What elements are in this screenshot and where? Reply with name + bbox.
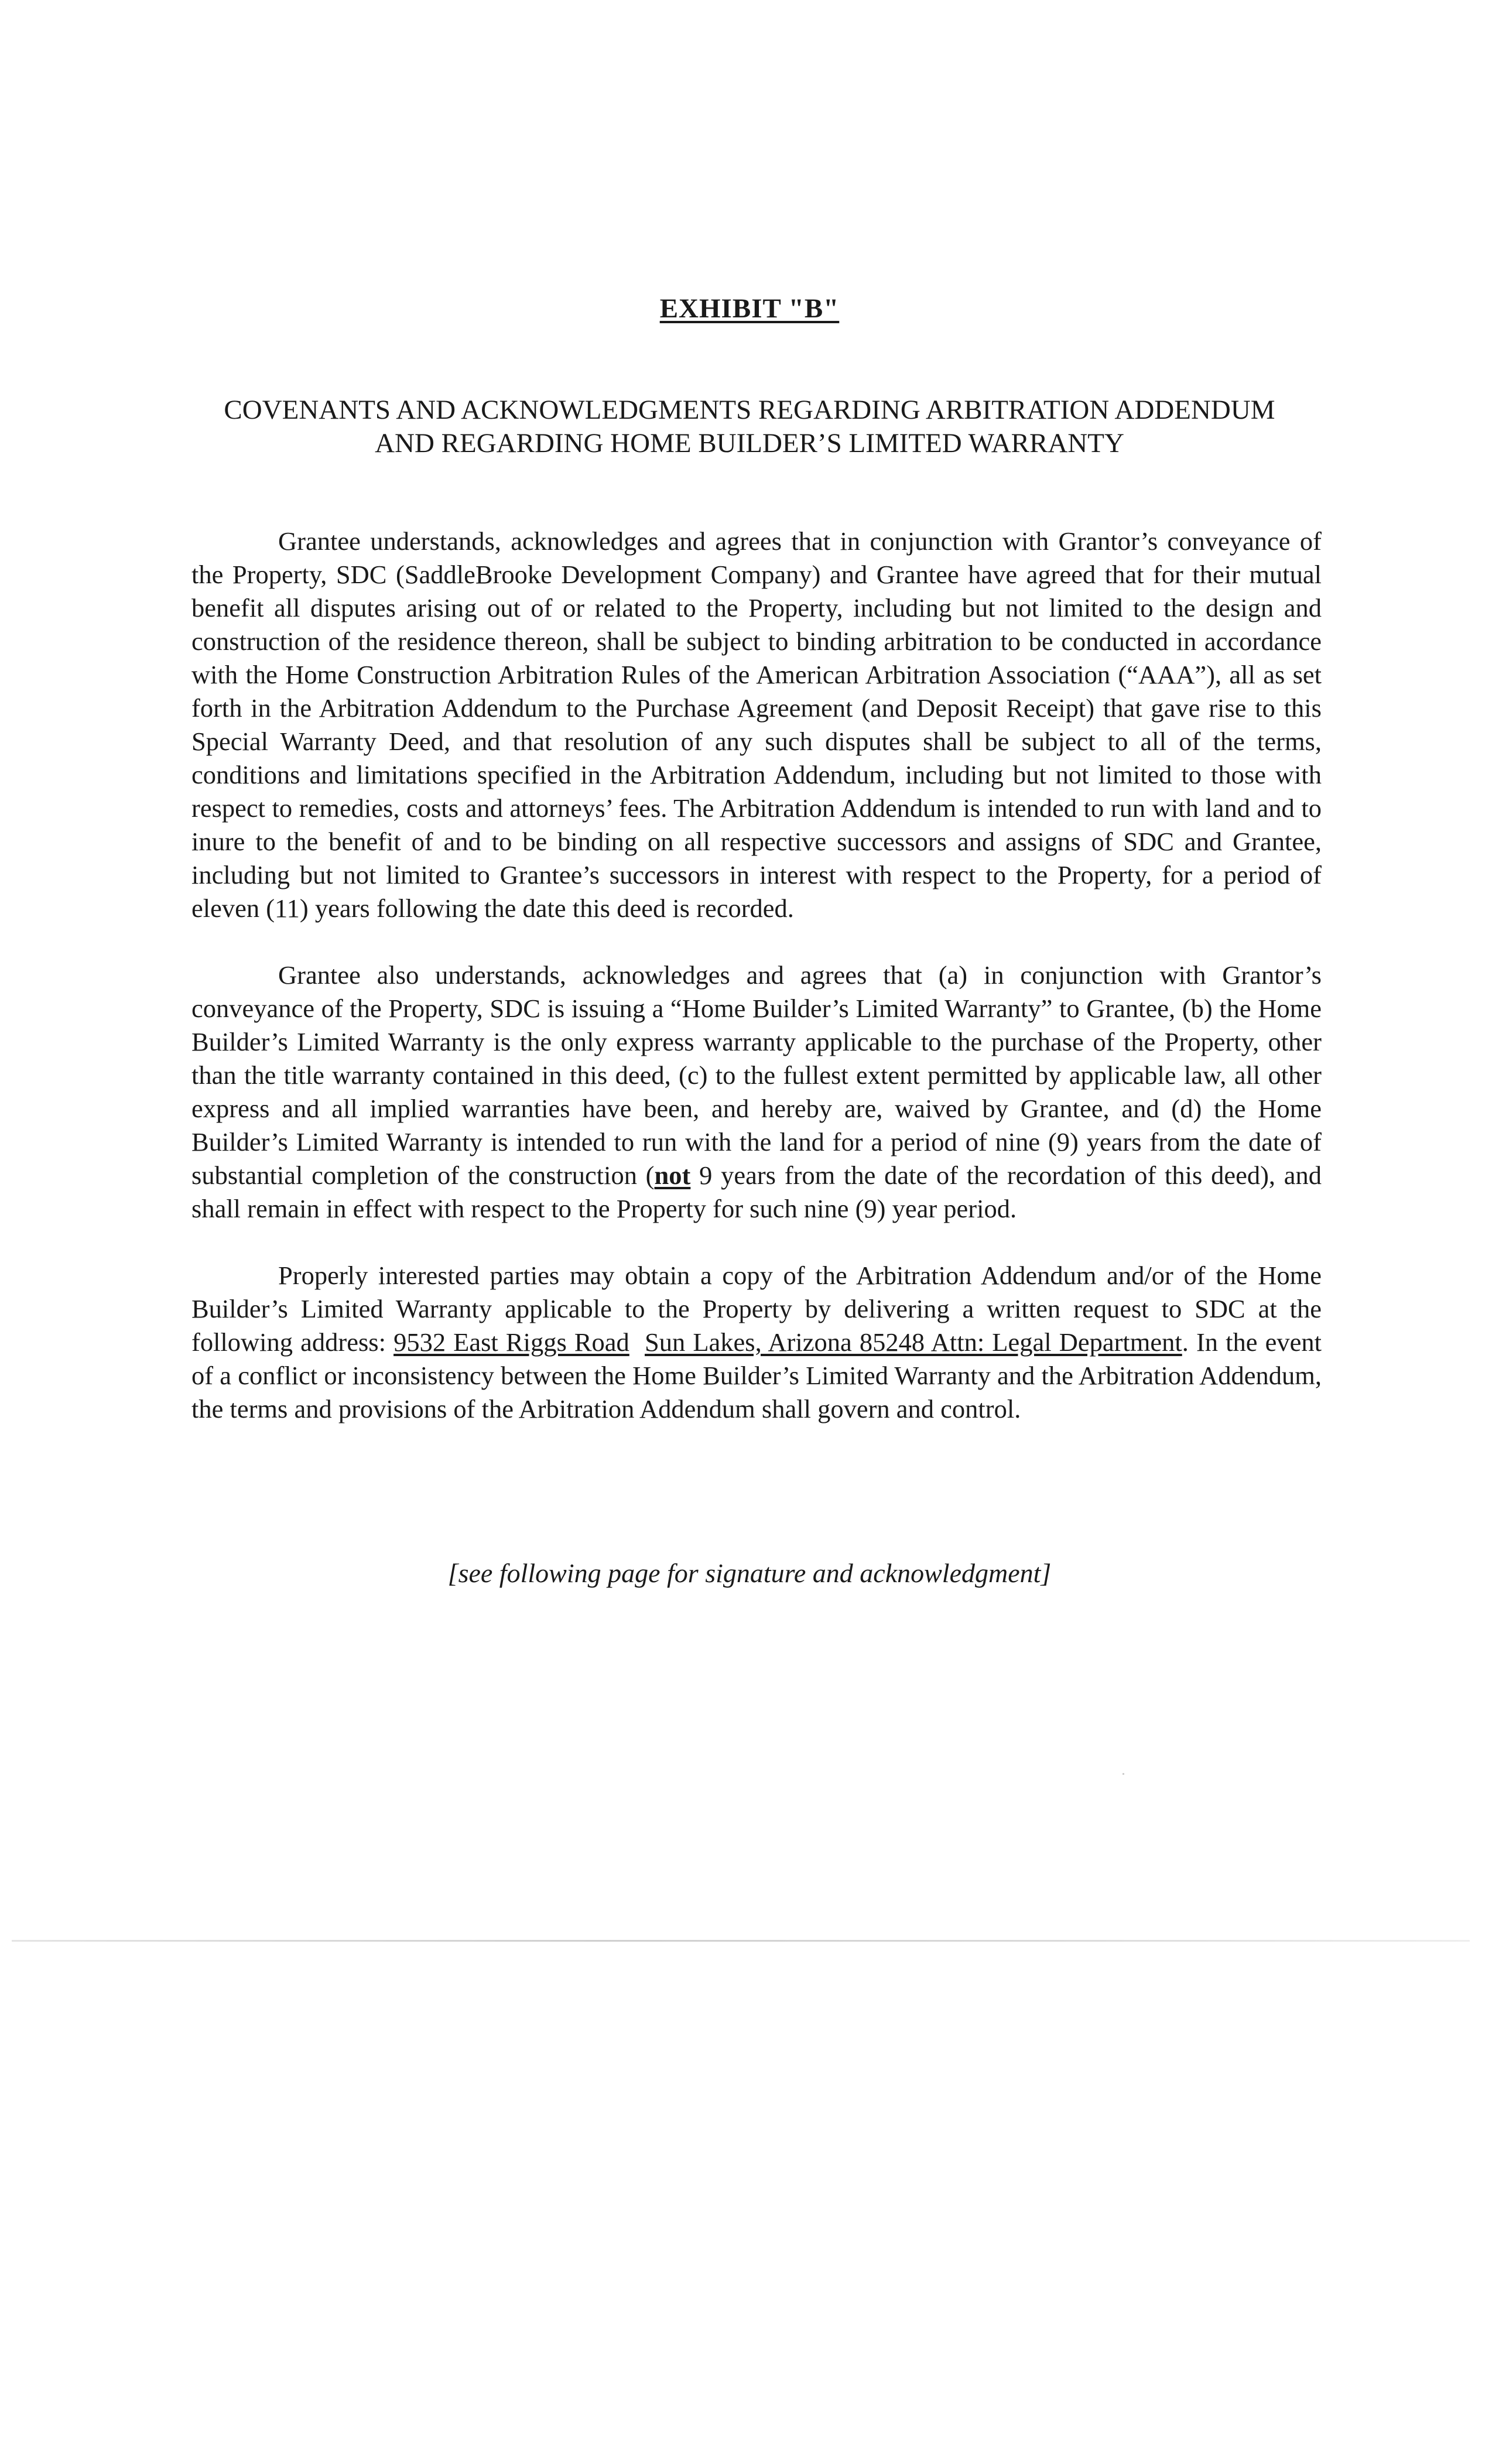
emphasis-not: not	[654, 1161, 691, 1190]
scan-speck	[1122, 1773, 1124, 1775]
exhibit-title: EXHIBIT "B"	[659, 293, 840, 324]
scan-artifact-line	[12, 1940, 1470, 1942]
heading-line-1: COVENANTS AND ACKNOWLEDGMENTS REGARDING ARBITRATION ADDENDUM	[224, 395, 1275, 425]
signature-note: [see following page for signature and acknowledgment]	[447, 1558, 1052, 1588]
paragraph-warranty-text-b: 9 years from the date of the recordation of this deed), and shall remain in effect with respect to the Property for such nine (9) year period.	[191, 1161, 1322, 1223]
document-heading	[176, 393, 1323, 460]
address-city-attn: Sun Lakes, Arizona 85248 Attn: Legal Department	[645, 1327, 1182, 1357]
paragraph-request-text-b: . In the event of a conflict or inconsistency between the Home Builder’s Limited Warranty and the Arbitration Addendum, the terms and provisions of the Arbitration Addendum shall govern and control.	[191, 1327, 1322, 1423]
paragraph-warranty	[191, 959, 1322, 1226]
paragraph-warranty-text-a: Grantee also understands, acknowledges and agrees that (a) in conjunction with Grantor’s conveyance of the Property, SDC is issuing a “Home Builder’s Limited Warranty” to Grantee, (b) the Home Builder’s Limited Warranty is the only express warranty applicable to the purchase of the Property, other than the title warranty contained in this deed, (c) to the fullest extent permitted by applicable law, all other express and all implied warranties have been, and hereby are, waived by Grantee, and (d) the Home Builder’s Limited Warranty is intended to run with the land for a period of nine (9) years from the date of substantial completion of the construction (	[191, 960, 1322, 1190]
paragraph-request-copy	[191, 1259, 1322, 1426]
address-street: 9532 East Riggs Road	[393, 1327, 629, 1357]
paragraph-request-text-a: Properly interested parties may obtain a copy of the Arbitration Addendum and/or of the Home Builder’s Limited Warranty applicable to the Property by delivering a written request to SDC at the following address:	[191, 1261, 1322, 1357]
document-body	[191, 525, 1322, 1459]
paragraph-arbitration: Grantee understands, acknowledges and agrees that in conjunction with Grantor’s conveyance of the Property, SDC (SaddleBrooke Development Company) and Grantee have agreed that for their mutual benefit all disputes arising out of or related to the Property, including but not limited to the design and construction of the residence thereon, shall be subject to binding arbitration to be conducted in accordance with the Home Construction Arbitration Rules of the American Arbitration Association (“AAA”), all as set forth in the Arbitration Addendum to the Purchase Agreement (and Deposit Receipt) that gave rise to this Special Warranty Deed, and that resolution of any such disputes shall be subject to all of the terms, conditions and limitations specified in the Arbitration Addendum, including but not limited to those with respect to remedies, costs and attorneys’ fees. The Arbitration Addendum is intended to run with land and to inure to the benefit of and to be binding on all respective successors and assigns of SDC and Grantee, including but not limited to Grantee’s successors in interest with respect to the Property, for a period of eleven (11) years following the date this deed is recorded.	[191, 526, 1322, 923]
heading-line-2: AND REGARDING HOME BUILDER’S LIMITED WARRANTY	[375, 428, 1124, 458]
